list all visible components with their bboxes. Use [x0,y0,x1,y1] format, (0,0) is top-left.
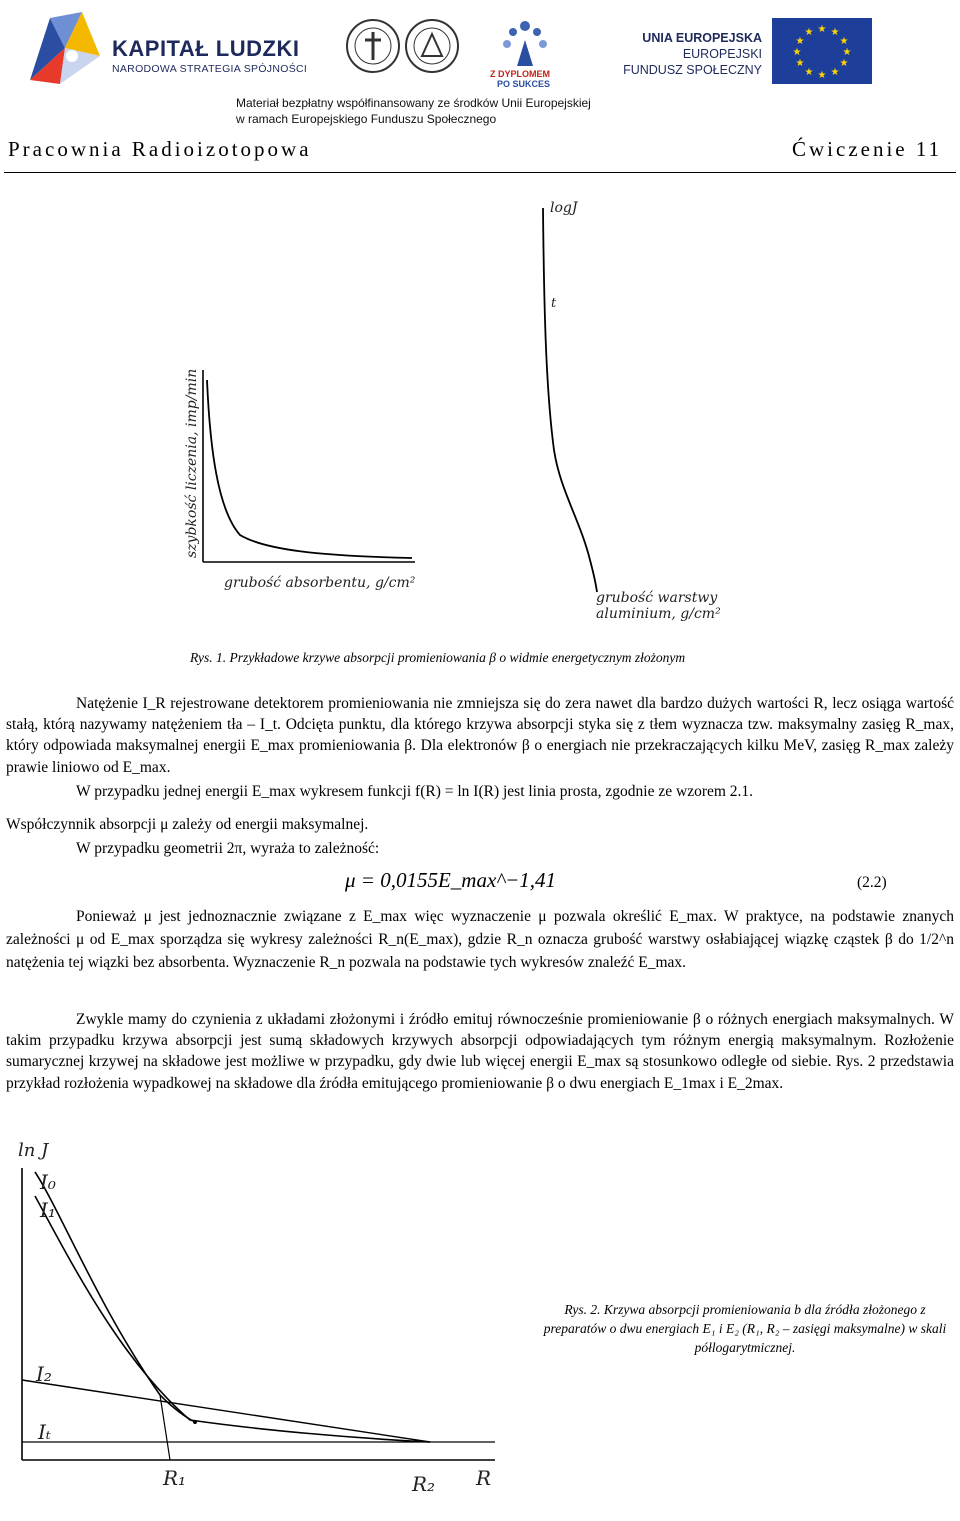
kapital-ludzki-logo-icon [20,8,110,90]
svg-text:★: ★ [842,47,852,58]
body-paragraph-3: Współczynnik absorpcji μ zależy od energii maksymalnej. [6,816,369,833]
fig2-plot [0,1130,520,1521]
fig2-label-i0: I₀ [40,1170,56,1194]
kapital-ludzki-subtitle: NARODOWA STRATEGIA SPÓJNOŚCI [112,63,308,75]
ue-line3: FUNDUSZ SPOŁECZNY [623,63,762,77]
dyplom-logo-icon [497,18,553,68]
fig2-label-r2: R₂ [412,1472,436,1496]
body-paragraph-5: Ponieważ μ jest jednoznacznie związane z E_max więc wyznaczenie μ pozwala określić E_max. W praktyce, na podstawie znanych zależności μ od E_max sporządza się wykresy zależności R_n(E_max), gdzie R_n oznacza grubość warstwy osłabiającej wiązkę cząstek β do 1/2^n natężenia tej wiązki bez absorbenta. Wyznaczenie R_n pozwala na podstawie tych wykresów znaleźć E_max. [6,908,954,971]
fig1-left-plot [180,190,430,610]
fig1-caption: Rys. 1. Przykładowe krzywe absorpcji promieniowania β o widmie energetycznym złożonym [190,650,686,665]
svg-text:★: ★ [804,67,814,78]
body-paragraph-4: W przypadku geometrii 2π, wyraża to zależność: [76,840,380,857]
body-paragraph-1: Natężenie I_R rejestrowane detektorem promieniowania nie zmniejsza się do zera nawet dla bardzo dużych wartości R, lecz osiąga wartość stałą, którą nazywamy natężeniem tła – I_t. Odcięta punktu, dla którego krzywa absorpcji styka się z tłem wyznacza tzw. maksymalny zasięg R_max, który odpowiada maksymalnej energii E_max promieniowania β. Dla elektronów β o energiach nie przekraczających kilku MeV, zasięg R_max zależy prawie liniowo od E_max. [6,695,954,776]
page-header-left: Pracownia Radioizotopowa [8,137,312,161]
ue-line2: EUROPEJSKI [682,47,762,61]
svg-text:★: ★ [817,24,827,35]
dyplom-label-2: PO SUKCES [497,79,551,89]
fig2-label-r1: R₁ [163,1466,187,1490]
page-header-right: Ćwiczenie 11 [792,137,943,161]
fig1-right-mark: t [551,296,557,311]
kapital-ludzki-title: KAPITAŁ LUDZKI [112,36,300,61]
fig1-right-xlabel-2: aluminium, g/cm² [596,606,721,622]
svg-text:★: ★ [817,70,827,81]
fig2-label-r: R [476,1466,492,1490]
ue-line1: UNIA EUROPEJSKA [642,31,762,45]
dyplom-label-1: Z DYPLOMEM [490,69,550,79]
figure-1 [180,190,780,640]
fig2-label-it: Iₜ [38,1420,51,1444]
fig2-ylabel: ln J [18,1140,49,1161]
eu-flag-icon [772,18,872,84]
fig1-right-ylabel: logJ [550,200,578,216]
fig1-right-plot [510,190,760,610]
svg-text:★: ★ [792,47,802,58]
equation-2-2: μ = 0,0155E_max^−1,41 [345,868,557,892]
body-paragraph-2: W przypadku jednej energii E_max wykresem funkcji f(R) = ln I(R) jest linia prosta, zgodnie ze wzorem 2.1. [76,783,754,800]
body-paragraph-6: Zwykle mamy do czynienia z układami złożonymi i źródło emituj równocześnie promieniowanie β o różnych energiach maksymalnych. W takim przypadku krzywa absorpcji jest sumą składowych krzywych absorpcji odpowiadających tym różnym energią maksymalnym. Rozłożenie sumarycznej krzywej na składowe jest możliwe w przypadku, gdy dwie lub więcej energii E_max są stosunkowo odległe od siebie. Rys. 2 przedstawia przykład rozłożenia wypadkowej na składowe dla źródła emitującego promieniowanie β o dwu energiach E_1max i E_2max. [6,1011,954,1092]
university-seal-icon-2 [404,18,460,74]
svg-text:★: ★ [830,27,840,38]
fig1-left-ylabel: szybkość liczenia, imp/min [184,368,200,558]
header-rule [4,172,956,173]
svg-text:★: ★ [839,58,849,69]
fig2-label-i1: I₁ [40,1198,56,1222]
equation-number: (2.2) [857,874,887,891]
logo-bar [0,0,960,130]
fig2-label-i2: I₂ [36,1362,52,1386]
fig1-left-xlabel: grubość absorbentu, g/cm² [224,575,416,591]
svg-text:★: ★ [830,67,840,78]
funding-line2: w ramach Europejskiego Funduszu Społecznego [236,112,497,126]
fig2-caption: Rys. 2. Krzywa absorpcji promieniowania b dla źródła złożonego z preparatów o dwu energiach E₁ i E₂ (R₁, R₂ – zasięgi maksymalne) w skali półlogarytmicznej. [543,1302,947,1355]
ue-text-block [610,30,762,78]
fig1-right-xlabel-1: grubość warstwy [596,590,718,606]
svg-text:★: ★ [804,27,814,38]
svg-text:★: ★ [839,36,849,47]
svg-text:★: ★ [795,36,805,47]
figure-2 [0,1130,520,1521]
funding-note [236,95,591,127]
funding-line1: Materiał bezpłatny współfinansowany ze środków Unii Europejskiej [236,96,591,110]
university-seal-icon [345,18,401,74]
svg-text:★: ★ [795,58,805,69]
